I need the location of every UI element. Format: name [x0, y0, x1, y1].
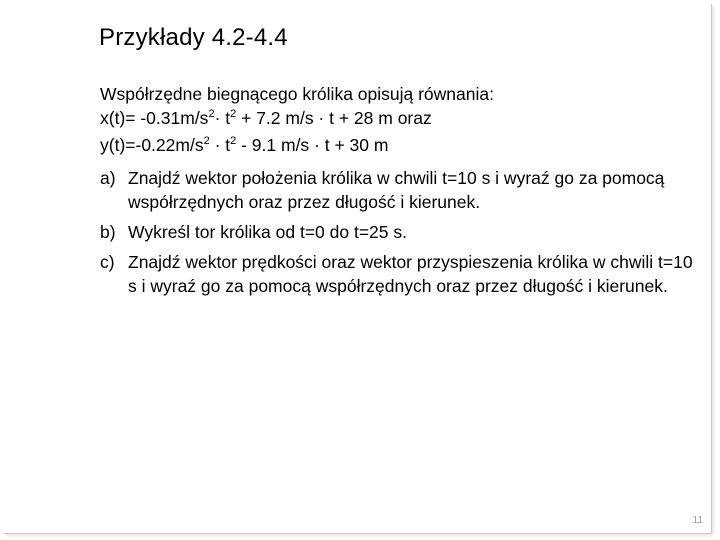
list-item-c-text: Znajdź wektor prędkości oraz wektor przyspieszenia królika w chwili t=10 s i wyraź go za pomocą współrzędnych oraz przez długość i kierunek.	[128, 252, 693, 296]
equation-x-part-1: x(t)= -0.31m/s	[100, 108, 209, 128]
equation-y-exponent-1: 2	[203, 135, 210, 147]
equation-y-part-2: · t	[209, 135, 231, 155]
list-item-b	[100, 220, 700, 244]
page-number: 11	[692, 515, 703, 526]
equation-y-exponent-2: 2	[230, 135, 237, 147]
list-item-c-letter: c)	[100, 252, 115, 272]
slide-content	[100, 82, 700, 298]
slide-title: Przykłady 4.2-4.4	[99, 24, 288, 51]
intro-text: Współrzędne biegnącego królika opisują równania:	[100, 84, 494, 104]
list-item-b-letter: b)	[100, 222, 116, 242]
list-item-a	[100, 166, 700, 214]
equation-x-exponent-1: 2	[208, 108, 215, 120]
equation-x	[100, 106, 700, 133]
list-item-a-letter: a)	[100, 168, 116, 188]
equation-x-part-2: · t	[214, 108, 231, 128]
list-item-c	[100, 250, 700, 298]
list-item-b-text: Wykreśl tor królika od t=0 do t=25 s.	[128, 222, 407, 242]
equation-y	[100, 133, 700, 160]
equation-x-exponent-2: 2	[230, 108, 237, 120]
equation-y-part-1: y(t)=-0.22m/s	[100, 135, 204, 155]
equation-x-part-3: + 7.2 m/s · t + 28 m oraz	[236, 108, 432, 128]
list-item-a-text: Znajdź wektor położenia królika w chwili t=10 s i wyraź go za pomocą współrzędnych oraz przez długość i kierunek.	[128, 168, 665, 212]
equation-y-part-3: - 9.1 m/s · t + 30 m	[236, 135, 389, 155]
